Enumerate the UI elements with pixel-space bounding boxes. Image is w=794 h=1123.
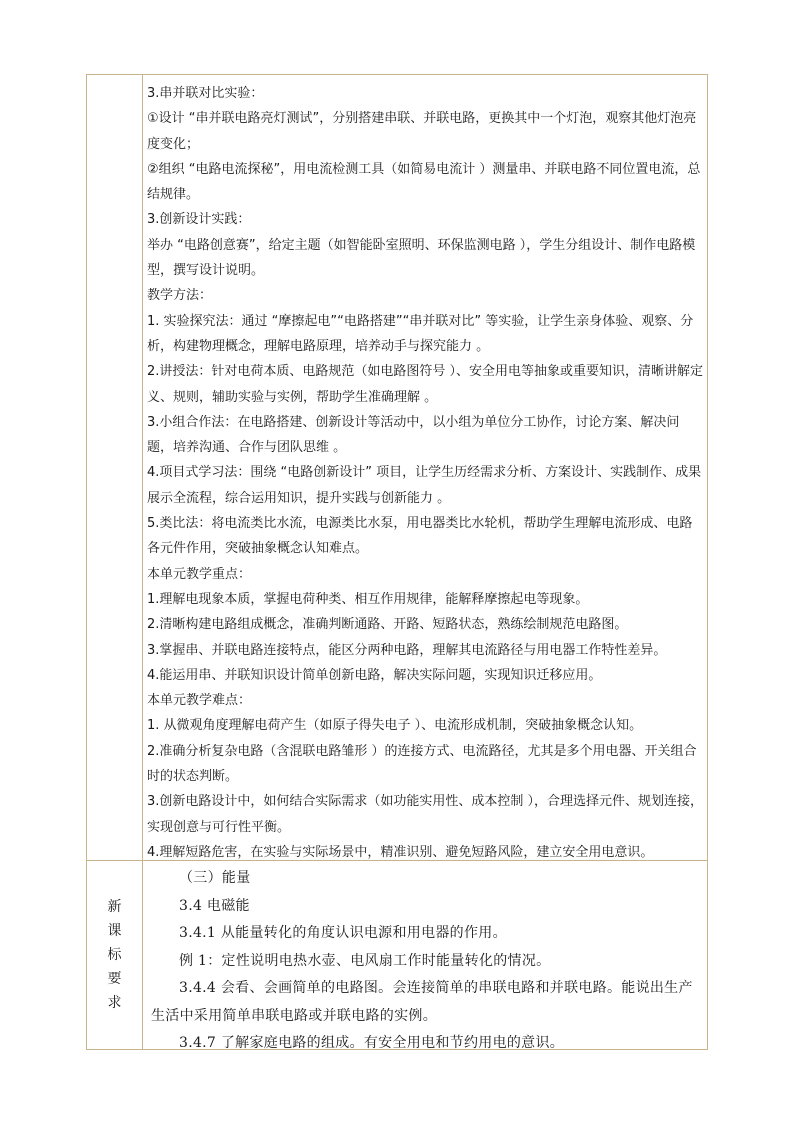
curriculum-line-3: 3.4.1 从能量转化的角度认识电源和用电器的作用。 [179, 925, 507, 941]
curriculum-content-cell [151, 865, 705, 1058]
curriculum-line-5: 3.4.4 会看、会画简单的电路图。会连接简单的串联电路和并联电路。能说出生产生活中采用简单串联电路或并联电路的实例。 [151, 980, 693, 1024]
curriculum-line-2: 3.4 电磁能 [179, 897, 250, 914]
method-2: 2.讲授法：针对电荷本质、电路规范（如电路图符号 ）、安全用电等抽象或重要知识，清晰讲解定义、规则，辅助实验与实例，帮助学生准确理解 。 [147, 364, 704, 405]
key-point-3: 3.掌握串、并联电路连接特点，能区分两种电路，理解其电流路径与用电器工作特性差异。 [147, 642, 667, 658]
key-point-4: 4.能运用串、并联知识设计简单创新电路，解决实际问题，实现知识迁移应用。 [147, 667, 602, 683]
curriculum-label-cell [87, 861, 142, 1049]
experiment-item-1: ①设计 “串并联电路亮灯测试”，分别搭建串联、并联电路，更换其中一个灯泡，观察其他灯泡亮度变化； [147, 111, 697, 152]
difficulty-4: 4.理解短路危害，在实验与实际场景中，精准识别、避免短路风险，建立安全用电意识。 [147, 844, 654, 860]
method-1: 1. 实验探究法：通过 “摩擦起电”“电路搭建”“串并联对比” 等实验，让学生亲身体验、观察、分析，构建物理概念，理解电路原理，培养动手与探究能力 。 [147, 313, 694, 354]
method-4: 4.项目式学习法：围绕 “电路创新设计” 项目，让学生历经需求分析、方案设计、实践制作、成果展示全流程，综合运用知识，提升实践与创新能力 。 [147, 465, 702, 506]
method-5: 5.类比法：将电流类比水流，电源类比水泵，用电器类比水轮机，帮助学生理解电流形成、电路各元件作用，突破抽象概念认知难点。 [147, 516, 693, 557]
method-3: 3.小组合作法：在电路搭建、创新设计等活动中，以小组为单位分工协作，讨论方案、解决问题，培养沟通、合作与团队思维 。 [147, 414, 680, 456]
difficulty-1: 1. 从微观角度理解电荷产生（如原子得失电子 ）、电流形成机制，突破抽象概念认知。 [147, 718, 643, 734]
curriculum-line-6: 3.4.7 了解家庭电路的组成。有安全用电和节约用电的意识。 [179, 1035, 565, 1051]
difficulty-2: 2.准确分析复杂电路（含混联电路雏形 ）的连接方式、电流路径，尤其是多个用电器、开关组合时的状态判断。 [147, 743, 697, 785]
innovation-heading: 3.创新设计实践： [147, 212, 251, 228]
difficulties-heading: 本单元教学难点： [147, 693, 252, 709]
key-points-heading: 本单元教学重点： [147, 566, 252, 582]
column-divider [142, 75, 143, 1049]
curriculum-line-4: 例 1：定性说明电热水壶、电风扇工作时能量转化的情况。 [179, 952, 551, 969]
teaching-content-cell [147, 81, 705, 865]
curriculum-line-1: （三）能量 [179, 870, 251, 886]
experiment-heading: 3.串并联对比实验： [147, 86, 264, 101]
innovation-text: 举办 “电路创意赛”，给定主题（如智能卧室照明、环保监测电路 ），学生分组设计、制作电路模型，撰写设计说明。 [147, 237, 696, 279]
curriculum-label: 新课标要求 [107, 899, 122, 1011]
key-point-2: 2.清晰构建电路组成概念，准确判断通路、开路、短路状态，熟练绘制规范电路图。 [147, 617, 628, 633]
methods-heading: 教学方法： [147, 288, 213, 304]
key-point-1: 1.理解电现象本质，掌握电荷种类、相互作用规律，能解释摩擦起电等现象。 [147, 591, 589, 607]
experiment-item-2: ②组织 “电路电流探秘”，用电流检测工具（如简易电流计 ）测量串、并联电路不同位置电流，总结规律。 [147, 161, 701, 203]
difficulty-3: 3.创新电路设计中，如何结合实际需求（如功能实用性、成本控制 ），合理选择元件、规划连接，实现创意与可行性平衡。 [147, 794, 704, 835]
lesson-plan-table [86, 74, 708, 1050]
